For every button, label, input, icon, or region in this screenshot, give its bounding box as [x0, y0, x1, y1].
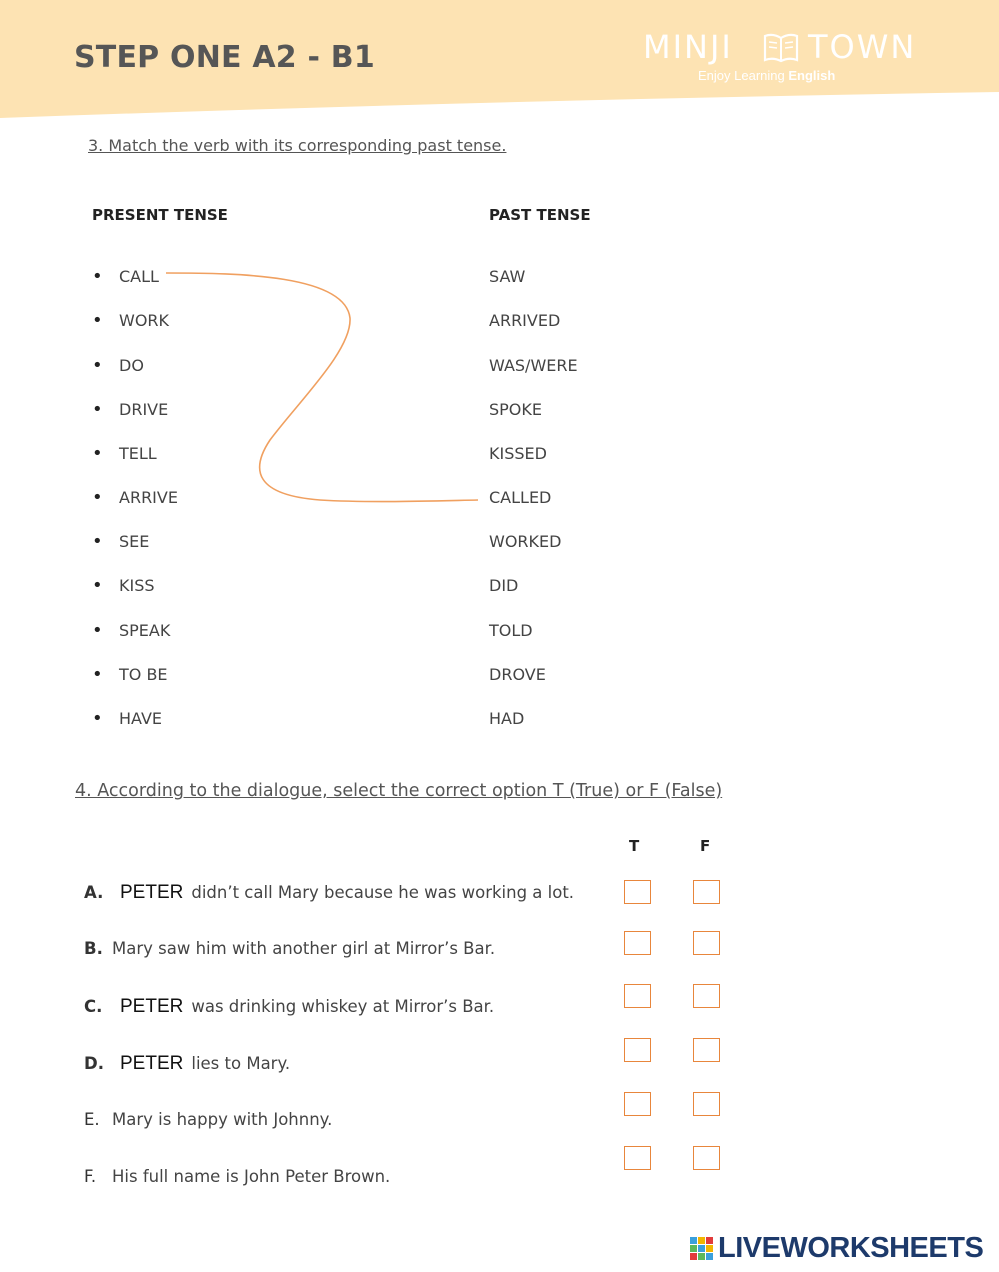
bullet: •	[92, 310, 103, 331]
false-checkbox[interactable]	[693, 1092, 720, 1116]
bullet: •	[92, 664, 103, 685]
verb-row	[0, 401, 700, 431]
verb-row	[0, 312, 700, 342]
verb-row	[0, 710, 700, 740]
logo-word-left: MINJI	[643, 28, 733, 66]
true-checkbox[interactable]	[624, 1092, 651, 1116]
present-verb[interactable]: SPEAK	[119, 621, 171, 640]
bullet: •	[92, 399, 103, 420]
present-verb[interactable]: ARRIVE	[119, 488, 178, 507]
bullet: •	[92, 266, 103, 287]
verb-row	[0, 489, 700, 519]
question-4-heading: 4. According to the dialogue, select the correct option T (True) or F (False)	[75, 781, 723, 801]
false-checkbox[interactable]	[693, 931, 720, 955]
false-checkbox[interactable]	[693, 984, 720, 1008]
present-verb[interactable]: KISS	[119, 576, 155, 595]
bullet: •	[92, 708, 103, 729]
past-verb[interactable]: HAD	[489, 709, 525, 728]
statement-letter: E.	[84, 1110, 100, 1129]
bullet: •	[92, 575, 103, 596]
verb-row	[0, 533, 700, 563]
true-checkbox[interactable]	[624, 931, 651, 955]
statement-text: was drinking whiskey at Mirror’s Bar.	[191, 997, 495, 1016]
verb-row	[0, 666, 700, 696]
past-verb[interactable]: TOLD	[489, 621, 533, 640]
verb-row	[0, 268, 700, 298]
false-column-header: F	[700, 837, 711, 855]
book-icon	[761, 32, 801, 64]
question-3-heading: 3. Match the verb with its corresponding past tense.	[88, 136, 507, 155]
present-verb[interactable]: WORK	[119, 311, 170, 330]
statement	[84, 996, 494, 1026]
true-checkbox[interactable]	[624, 1146, 651, 1170]
logo-word-right: TOWN	[808, 28, 917, 66]
false-checkbox[interactable]	[693, 1146, 720, 1170]
past-verb[interactable]: SAW	[489, 267, 526, 286]
statement-text: Mary is happy with Johnny.	[112, 1110, 333, 1129]
logo-tagline: Enjoy Learning English	[698, 68, 836, 83]
liveworksheets-icon	[690, 1237, 714, 1261]
statement-letter: A.	[84, 883, 104, 902]
minji-town-logo	[643, 28, 917, 88]
present-tense-header: PRESENT TENSE	[92, 206, 228, 224]
bullet: •	[92, 487, 103, 508]
true-checkbox[interactable]	[624, 1038, 651, 1062]
statement	[84, 1110, 332, 1140]
statement-name: PETER	[120, 1053, 184, 1074]
statement	[84, 882, 574, 912]
true-checkbox[interactable]	[624, 880, 651, 904]
present-verb[interactable]: DRIVE	[119, 400, 169, 419]
statement-letter: F.	[84, 1167, 97, 1186]
true-checkbox[interactable]	[624, 984, 651, 1008]
present-verb[interactable]: TELL	[119, 444, 157, 463]
present-verb[interactable]: DO	[119, 356, 144, 375]
statement-text: lies to Mary.	[191, 1054, 291, 1073]
bullet: •	[92, 531, 103, 552]
statement	[84, 939, 495, 969]
statement-letter: D.	[84, 1054, 104, 1073]
past-verb[interactable]: DID	[489, 576, 519, 595]
statement-text: Mary saw him with another girl at Mirror’s Bar.	[112, 939, 496, 958]
verb-row	[0, 357, 700, 387]
present-verb[interactable]: CALL	[119, 267, 159, 286]
worksheet-title: STEP ONE A2 - B1	[74, 40, 375, 75]
bullet: •	[92, 355, 103, 376]
present-verb[interactable]: HAVE	[119, 709, 163, 728]
past-verb[interactable]: CALLED	[489, 488, 552, 507]
past-verb[interactable]: WAS/WERE	[489, 356, 578, 375]
statement-letter: B.	[84, 939, 103, 958]
true-column-header: T	[629, 837, 640, 855]
past-verb[interactable]: SPOKE	[489, 400, 542, 419]
statement-text: didn’t call Mary because he was working a lot.	[191, 883, 575, 902]
statement	[84, 1167, 390, 1197]
statement-letter: C.	[84, 997, 103, 1016]
present-verb[interactable]: TO BE	[119, 665, 168, 684]
past-tense-header: PAST TENSE	[489, 206, 591, 224]
past-verb[interactable]: DROVE	[489, 665, 546, 684]
past-verb[interactable]: KISSED	[489, 444, 547, 463]
verb-row	[0, 445, 700, 475]
bullet: •	[92, 620, 103, 641]
statement-text: His full name is John Peter Brown.	[112, 1167, 391, 1186]
false-checkbox[interactable]	[693, 880, 720, 904]
bullet: •	[92, 443, 103, 464]
liveworksheets-wordmark: LIVEWORKSHEETS	[718, 1232, 984, 1264]
past-verb[interactable]: ARRIVED	[489, 311, 561, 330]
false-checkbox[interactable]	[693, 1038, 720, 1062]
past-verb[interactable]: WORKED	[489, 532, 562, 551]
verb-row	[0, 577, 700, 607]
statement-name: PETER	[120, 882, 184, 903]
verb-row	[0, 622, 700, 652]
statement-name: PETER	[120, 996, 184, 1017]
present-verb[interactable]: SEE	[119, 532, 150, 551]
liveworksheets-logo	[690, 1232, 990, 1266]
statement	[84, 1053, 290, 1083]
